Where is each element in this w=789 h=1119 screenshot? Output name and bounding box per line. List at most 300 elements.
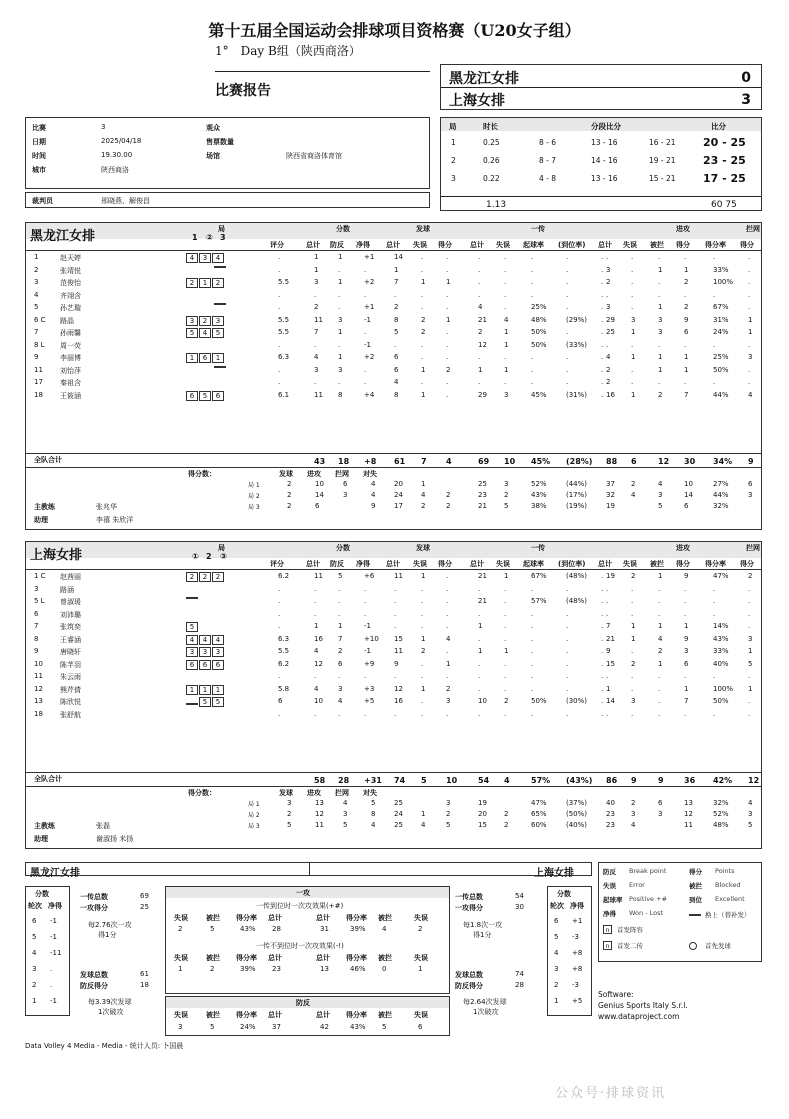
rot-num: 6	[554, 917, 559, 925]
set-stat: 60%	[531, 821, 547, 829]
stat-cell: .	[364, 328, 367, 336]
stat-cell: .	[446, 340, 449, 349]
stat-cell: .	[713, 290, 716, 299]
player-positions	[186, 635, 225, 645]
col-header: 得分	[438, 241, 452, 249]
stat-cell: .	[601, 572, 604, 580]
legend-desc: Points	[715, 867, 735, 875]
stat-cell: 2	[421, 328, 426, 336]
stat-cell: .	[601, 709, 604, 718]
set-stat: 25	[478, 480, 487, 488]
stat-cell: .	[421, 253, 424, 261]
stat-cell: .	[601, 353, 604, 361]
stat-cell: .	[421, 709, 424, 718]
stat-cell: .	[658, 609, 661, 618]
set-points: 12	[315, 810, 324, 818]
match-venue: 陕西省商洛体育馆	[286, 152, 342, 160]
stat-cell: .	[684, 378, 687, 386]
stat-cell: .	[658, 253, 661, 261]
fa-header: 总计	[268, 954, 282, 962]
set-stat: 44%	[713, 491, 729, 499]
stat-cell: .	[338, 672, 341, 680]
stat-cell: 43%	[713, 634, 729, 643]
fa-header: 得分率	[236, 914, 257, 922]
coach-label: 主教练	[34, 503, 55, 511]
stat-cell: 8	[338, 390, 343, 399]
stat-cell: 6	[338, 659, 343, 668]
set-marker: 2	[206, 552, 212, 561]
legend-desc: Break point	[629, 867, 667, 875]
stat-cell: .	[278, 290, 281, 299]
stat-cell: .	[531, 647, 534, 655]
stat-cell: 50%	[713, 365, 729, 374]
rot-num: 5	[554, 933, 559, 941]
stat-cell: 1	[504, 365, 509, 374]
set-stat: 47%	[531, 799, 547, 807]
total-cell: 9	[748, 457, 754, 466]
page-subtitle: 1° Day B组（陕西商洛）	[215, 44, 361, 58]
stat-cell: .	[504, 597, 507, 605]
set-label: 局 1	[248, 482, 260, 489]
away-sets-won: 3	[741, 92, 751, 108]
set-cell: 14 - 16	[591, 156, 618, 165]
side-value: 25	[140, 903, 149, 911]
first-attack-sub2: 一传不到位时一次攻效果(-!)	[256, 942, 344, 950]
stat-cell: .	[531, 634, 534, 643]
stat-cell: (31%)	[566, 390, 588, 399]
position-box: 4	[212, 253, 224, 263]
substitute-mark	[186, 597, 198, 599]
stat-cell: 1	[684, 353, 689, 361]
stat-cell: 3	[338, 684, 343, 693]
fa-cell: 46%	[350, 965, 366, 973]
stat-cell: .	[504, 622, 507, 630]
player-number: 18	[34, 709, 43, 718]
col-header: 总计	[386, 241, 400, 249]
stat-cell: .	[338, 709, 341, 718]
match-city: 陕西商洛	[101, 166, 129, 174]
set-points: 10	[315, 480, 324, 488]
player-number: 11	[34, 672, 43, 680]
home-rotation	[25, 886, 70, 1016]
player-number: 6 C	[34, 315, 46, 324]
col-header: 防反	[330, 241, 344, 249]
total-cell: 4	[446, 457, 452, 466]
col-group-header: 拦网	[746, 225, 760, 233]
coach-label: 主教练	[34, 822, 55, 830]
stat-cell: .	[314, 597, 317, 605]
stat-cell: .	[684, 597, 687, 605]
stat-cell: 25	[606, 328, 615, 336]
stat-cell: .	[446, 709, 449, 718]
stat-cell: 1	[631, 634, 636, 643]
stat-cell: .	[684, 672, 687, 680]
set-stat: 2	[421, 502, 426, 510]
set-points: 2	[287, 502, 292, 510]
stat-cell: 1	[504, 328, 509, 336]
legend-sub: 换上（替补发）	[705, 911, 751, 919]
stat-cell: 5	[394, 328, 399, 336]
stat-cell: 15	[394, 634, 403, 643]
sets-col-partials: 分段比分	[591, 122, 621, 131]
stat-cell: 1	[421, 684, 426, 693]
stat-cell: 1	[446, 659, 451, 668]
stat-cell: 57%	[531, 597, 547, 605]
stat-cell: 33%	[713, 265, 729, 274]
stat-cell: .	[531, 290, 534, 299]
stat-cell: .	[601, 609, 604, 618]
side-value: 28	[515, 981, 524, 989]
points-col: 拦网	[335, 789, 349, 797]
stat-cell: 31%	[713, 315, 729, 324]
label-spectators: 观众	[206, 124, 220, 132]
player-name: 陈欣悦	[60, 698, 81, 706]
stat-cell: .	[713, 597, 716, 605]
stat-cell: .	[713, 253, 716, 261]
stat-cell: .	[658, 278, 661, 286]
set-cell: 3	[451, 174, 456, 183]
col-header: (到位率)	[558, 241, 586, 249]
stat-cell: 1	[631, 622, 636, 630]
player-positions	[186, 660, 225, 670]
rot-num: 1	[554, 997, 559, 1005]
stat-cell: .	[394, 290, 397, 299]
bp-header: 失误	[174, 1011, 188, 1019]
stat-cell: +9	[364, 659, 375, 668]
set-stat: 2	[446, 491, 451, 499]
stat-cell: 2	[631, 659, 636, 668]
set-cell: 1	[451, 138, 456, 147]
stat-cell: .	[531, 365, 534, 374]
stat-cell: 6.3	[278, 634, 290, 643]
player-name: 赵天婷	[60, 254, 81, 262]
stat-cell: .	[504, 303, 507, 311]
stat-cell: 67%	[531, 572, 547, 580]
stat-cell: 1	[478, 622, 483, 630]
stat-cell: .	[601, 340, 604, 349]
col-header: 失误	[496, 560, 510, 568]
stat-cell: .	[713, 340, 716, 349]
stat-cell: .	[566, 622, 569, 630]
stat-cell: .	[421, 378, 424, 386]
player-number: 11	[34, 365, 43, 374]
stat-cell: .	[748, 697, 751, 705]
stat-cell: .	[748, 597, 751, 605]
away-team-name: 上海女排	[449, 93, 505, 109]
assistant-names: 谢淑扬 米扬	[96, 835, 134, 843]
rot-net: -1	[50, 997, 57, 1005]
set-cell: 13 - 16	[591, 174, 618, 183]
player-number: 4	[34, 290, 39, 299]
player-row	[26, 660, 763, 673]
bp-header: 得分率	[236, 1011, 257, 1019]
player-name: 熊芹倩	[60, 685, 81, 694]
position-box: 1	[212, 685, 224, 695]
stat-cell: 16	[394, 697, 403, 705]
stat-cell: .	[631, 647, 634, 655]
stat-cell: .	[421, 265, 424, 274]
fa-header: 被拦	[378, 914, 392, 922]
stat-cell: .	[446, 290, 449, 299]
player-row	[26, 597, 763, 610]
watermark: 公众号·排球资讯	[555, 1086, 667, 1101]
rot-label: 轮次	[550, 902, 564, 910]
player-row	[26, 685, 763, 698]
stat-cell: 24%	[713, 328, 729, 336]
away-rotation	[547, 886, 592, 1016]
stat-cell: .	[338, 290, 341, 299]
stat-cell: 2	[504, 697, 509, 705]
set-stat: 43%	[531, 491, 547, 499]
player-row	[26, 391, 763, 404]
position-box: 4	[199, 328, 211, 338]
player-row	[26, 647, 763, 660]
set-points: 5	[287, 821, 292, 829]
referees: 邢晓燕、解俊昌	[101, 197, 150, 205]
total-cell: 36	[684, 776, 696, 785]
total-label: 全队合计	[34, 775, 62, 783]
home-summary	[80, 892, 160, 1022]
stat-cell: .	[566, 378, 569, 386]
set-stat: 4	[421, 821, 426, 829]
player-name: 张筑奕	[60, 623, 81, 631]
stat-cell: 1	[658, 353, 663, 361]
player-number: 3	[34, 584, 39, 593]
stat-cell: .	[606, 709, 609, 718]
rot-net: .	[50, 965, 53, 973]
set-points: 11	[315, 821, 324, 829]
net-label: 净得	[570, 902, 584, 910]
set-stat: 32%	[713, 799, 729, 807]
stat-cell: .	[421, 353, 424, 361]
fa-cell: 4	[382, 925, 387, 933]
match-info	[25, 117, 430, 189]
stat-cell: 7	[684, 697, 689, 705]
set-points: 9	[371, 502, 376, 510]
col-header: 得分	[740, 241, 754, 249]
set-stat: 15	[478, 821, 487, 829]
stat-cell: 4	[606, 353, 611, 361]
stat-cell: 50%	[531, 697, 547, 705]
stat-cell: .	[658, 378, 661, 386]
assistant-label: 助理	[34, 516, 48, 524]
stat-cell: .	[631, 378, 634, 386]
total-cell: (28%)	[566, 457, 593, 466]
set-stat: 37	[606, 480, 615, 488]
stat-cell: 3	[658, 328, 663, 336]
col-header: 评分	[270, 241, 284, 249]
player-row	[26, 291, 763, 304]
set-stat: 2	[504, 491, 509, 499]
stat-cell: 1	[504, 340, 509, 349]
scoreboard	[440, 64, 762, 110]
stat-cell: .	[504, 353, 507, 361]
stat-cell: .	[631, 672, 634, 680]
stat-cell: 1	[421, 634, 426, 643]
stat-cell: .	[631, 253, 634, 261]
fa-cell: 39%	[240, 965, 256, 973]
fa-header: 总计	[316, 914, 330, 922]
stat-cell: .	[531, 278, 534, 286]
stat-cell: .	[531, 253, 534, 261]
stat-cell: 1	[504, 647, 509, 655]
total-cell: 10	[504, 457, 516, 466]
stat-cell: .	[601, 584, 604, 593]
stat-cell: .	[631, 709, 634, 718]
stat-cell: 1	[684, 684, 689, 693]
player-row	[26, 635, 763, 648]
stat-cell: 9	[394, 659, 399, 668]
stat-cell: .	[684, 253, 687, 261]
col-header: 总计	[306, 560, 320, 568]
side-note: 每1.8次一攻	[463, 921, 503, 929]
position-box: 1	[186, 685, 198, 695]
stat-cell: +2	[364, 353, 375, 361]
position-box: 4	[212, 635, 224, 645]
stat-cell: 1	[748, 684, 753, 693]
points-col: 对失	[363, 789, 377, 797]
stat-cell: .	[566, 584, 569, 593]
away-team-stats	[25, 541, 762, 849]
stat-cell: 15	[606, 659, 615, 668]
total-cell: 88	[606, 457, 618, 466]
stat-cell: .	[421, 659, 424, 668]
stat-cell: 1	[421, 278, 426, 286]
set-stat: 6	[684, 502, 689, 510]
summary-away-name: 上海女排	[534, 868, 574, 879]
stat-cell: .	[748, 253, 751, 261]
fa-cell: 2	[178, 925, 183, 933]
side-note: 每2.76次一攻	[88, 921, 132, 929]
player-positions	[186, 647, 225, 657]
set-stat: 3	[748, 810, 753, 818]
stat-cell: .	[278, 378, 281, 386]
position-box: 5	[186, 328, 198, 338]
legend-desc: Excellent	[715, 895, 745, 903]
player-number: 10	[34, 659, 43, 668]
set-stat: 20	[478, 810, 487, 818]
player-number: 2	[34, 265, 39, 274]
bp-cell: 24%	[240, 1023, 256, 1031]
set-stat: 20	[394, 480, 403, 488]
label-referees: 裁判员	[32, 197, 53, 205]
stat-cell: .	[278, 622, 281, 630]
stat-cell: 44%	[713, 390, 729, 399]
stat-cell: .	[364, 290, 367, 299]
stat-cell: .	[566, 365, 569, 374]
total-cell: 9	[658, 776, 664, 785]
set-points: 4	[371, 821, 376, 829]
player-name: 唐晓轩	[60, 648, 81, 656]
set-stat: 12	[684, 810, 693, 818]
stat-cell: .	[566, 609, 569, 618]
stat-cell: .	[748, 290, 751, 299]
total-cell: +8	[364, 457, 377, 466]
col-header: 失误	[413, 560, 427, 568]
stat-cell: 14	[394, 253, 403, 261]
team-name: 上海女排	[30, 548, 83, 563]
set-points: 2	[287, 810, 292, 818]
stat-cell: .	[314, 378, 317, 386]
position-box: 1	[212, 353, 224, 363]
bp-cell: 3	[178, 1023, 183, 1031]
stat-cell: .	[338, 340, 341, 349]
stat-cell: .	[314, 709, 317, 718]
player-name: 王筱涵	[60, 391, 81, 400]
set-stat: 2	[446, 810, 451, 818]
fa-cell: 5	[210, 925, 215, 933]
stat-cell: 1	[748, 647, 753, 655]
stat-cell: .	[748, 709, 751, 718]
stat-cell: 6	[394, 353, 399, 361]
stat-cell: .	[446, 303, 449, 311]
stat-cell: .	[364, 365, 367, 374]
set-marker: ①	[192, 552, 199, 561]
legend-term: 失误	[603, 882, 616, 890]
stat-cell: 7	[606, 622, 611, 630]
side-label: 发球总数	[80, 971, 108, 979]
player-positions	[186, 697, 225, 707]
stat-cell: .	[566, 278, 569, 286]
total-points: 60 75	[711, 200, 737, 210]
sets-col-duration: 时长	[483, 122, 498, 131]
stat-cell: 6	[684, 659, 689, 668]
fa-header: 被拦	[206, 954, 220, 962]
rot-label: 轮次	[28, 902, 42, 910]
player-number: 13	[34, 697, 43, 705]
fa-header: 得分率	[346, 954, 367, 962]
player-name: 曾淑瑗	[60, 598, 81, 606]
stat-cell: 1	[658, 659, 663, 668]
position-box: 3	[199, 647, 211, 657]
stat-cell: .	[531, 353, 534, 361]
total-cell: 9	[631, 776, 637, 785]
total-cell: 43	[314, 457, 326, 466]
stat-cell: 1	[446, 278, 451, 286]
stat-cell: 3	[684, 647, 689, 655]
player-positions	[186, 572, 225, 582]
fa-cell: 1	[418, 965, 423, 973]
label-date: 日期	[32, 138, 46, 146]
stat-cell: 9	[606, 647, 611, 655]
legend-starter: 首发阵容	[617, 926, 643, 934]
stat-cell: .	[531, 378, 534, 386]
stat-cell: .	[446, 647, 449, 655]
stat-cell: .	[606, 584, 609, 593]
position-box: 3	[186, 647, 198, 657]
col-group-header: 进攻	[676, 225, 690, 233]
stat-cell: 7	[338, 634, 343, 643]
player-row	[26, 341, 763, 354]
stat-cell: 3	[314, 365, 319, 374]
player-number: 7	[34, 328, 39, 336]
stat-cell: 33%	[713, 647, 729, 655]
stat-cell: .	[566, 672, 569, 680]
total-cell: 6	[631, 457, 637, 466]
rot-title: 分数	[35, 890, 49, 898]
stat-cell: .	[601, 672, 604, 680]
stat-cell: 5.8	[278, 684, 290, 693]
stat-cell: 2	[394, 303, 399, 311]
player-name: 张舒航	[60, 710, 81, 719]
points-col: 拦网	[335, 470, 349, 478]
stat-cell: 2	[684, 278, 689, 286]
stat-cell: .	[478, 278, 481, 286]
player-row	[26, 622, 763, 635]
stat-cell: .	[278, 597, 281, 605]
stat-cell: 50%	[531, 340, 547, 349]
stat-cell: .	[601, 253, 604, 261]
